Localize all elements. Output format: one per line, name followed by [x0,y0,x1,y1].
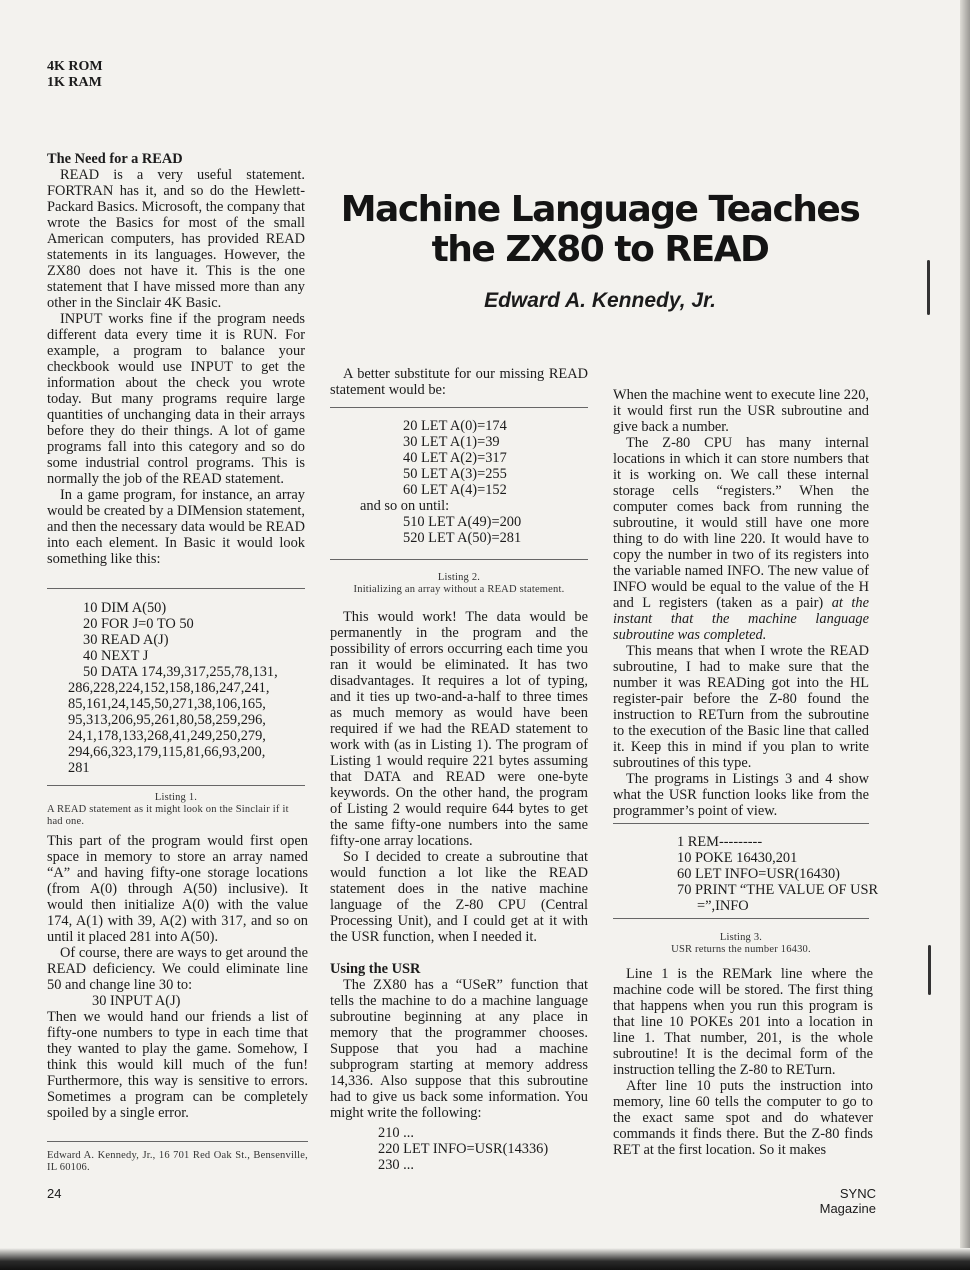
column-3 [613,387,869,819]
paragraph: INPUT works fine if the program needs different data every time it is RUN. For example, a program to balance your checkbook would use INPUT to get the information about the check you wrote today. But many programs require large quantities of unchanging data in their arrays before they do their things. A lot of game programs fall into this category and so do some industrial control programs. This is normally the job of the READ statement. [47,311,305,487]
listing-2-so-on: and so on until: [360,498,450,514]
code-line: 60 LET A(4)=152 [403,482,507,498]
listing-3-caption-title: Listing 3. [719,932,763,943]
listing-3 [613,834,879,914]
paragraph: Of course, there are ways to get around the READ deficiency. We could eliminate line 50 and change line 30 to: [47,945,308,993]
listing-2-caption-title: Listing 2. [437,572,481,583]
listing-1-bottom-rule [47,785,305,786]
code-line: 70 PRINT “THE VALUE OF USR [677,882,879,898]
paragraph: READ is a very useful statement. FORTRAN has it, and so do the Hewlett-Packard Basics. Microsoft, the company that wrote the Basics for most of the small American computers, has provided READ statements in its languages. However, the ZX80 does not have it. This is the one statement that I have missed more than any other in the Sinclair 4K Basic. [47,167,305,311]
scan-mark [927,260,930,315]
code-line: 220 LET INFO=USR(14336) [378,1141,549,1157]
listing-2-top-rule [330,407,588,408]
code-line: 520 LET A(50)=281 [403,530,522,546]
code-line-input: 30 INPUT A(J) [92,993,181,1009]
listing-1-data [47,680,305,776]
column-2-intro [330,366,588,398]
page-edge-shadow [960,0,970,1270]
code-line: 10 POKE 16430,201 [677,850,798,866]
paragraph: After line 10 puts the instruction into memory, line 60 tells the computer to go to the exact same spot and do whatever commands it finds there. But the Z-80 finds RET at the first location. So it makes [613,1078,873,1158]
article-author: Edward A. Kennedy, Jr. [484,289,716,312]
spacer [330,945,588,961]
code-line: 20 FOR J=0 TO 50 [83,616,194,632]
listing-2-lines [330,418,588,498]
code-line: 210 ... [378,1125,414,1141]
section-heading-using-usr: Using the USR [330,961,421,977]
section-heading-need-for-read: The Need for a READ [47,151,183,167]
scan-mark [928,945,931,995]
listing-3-bottom-rule [613,918,869,919]
title-line-2: the ZX80 to READ [431,229,769,270]
code-line: 30 LET A(1)=39 [403,434,500,450]
author-address: Edward A. Kennedy, Jr., 16 701 Red Oak St., Bensenville, IL 60106. [47,1150,308,1173]
paragraph: Line 1 is the REMark line where the machine code will be stored. The first thing that happens when you run this program is that line 10 POKEs 201 into a location in line 1. That number, 201, is the whole subroutine! It is the decimal form of the instruction telling the Z-80 to RETurn. [613,966,873,1078]
paragraph: The ZX80 has a “USeR” function that tells the machine to do a machine language subroutine beginning at any place in memory that the programmer chooses. Suppose that you had a machine subprogram starting at memory address 14,336. Also suppose that this subroutine had to give us back some information. You might write the following: [330,977,588,1121]
page-number: 24 [47,1186,62,1201]
listing-1-lines [47,600,305,680]
code-line: 24,1,178,133,268,41,249,250,279, [68,728,266,744]
listing-1-caption-title: Listing 1. [154,792,198,803]
column-1-continued [47,833,308,1121]
code-line: 30 READ A(J) [83,632,169,648]
column-3-continued [613,966,873,1158]
column-2-body [330,609,588,1173]
emphasis-text: at the instant that the machine language subroutine was completed. [613,595,869,643]
scan-bottom-shadow [0,1248,970,1270]
paragraph-text: The Z-80 CPU has many internal locations in which it can store numbers that it is working on. We call these internal storage cells “registers.” When the computer comes back from running the subroutine, it would still have one more thing to do with line 220. It would have to copy the number in two of its registers into the variable named INFO. The new value of INFO would be equal to the value of the H and L registers (taken as a pair) [613,435,869,611]
usr-snippet [330,1125,588,1173]
code-line: 40 LET A(2)=317 [403,450,507,466]
code-line: 281 [68,760,90,776]
listing-2-caption: Initializing an array without a READ statement. [353,584,565,595]
paragraph: Then we would hand our friends a list of fifty-one numbers to type in each time that they wanted to play the game. Somehow, I think this would kill much of the fun! Furthermore, this way is sensitive to errors. Sometimes a program can be completely spoiled by a single error. [47,1009,308,1121]
paragraph: A better substitute for our missing READ statement would be: [330,366,588,398]
code-line: 510 LET A(49)=200 [403,514,522,530]
paragraph: In a game program, for instance, an array would be created by a DIMension statement, and then the necessary data would be READ into each element. In Basic it would look something like this: [47,487,305,567]
spec-label [47,59,103,91]
code-line: 286,228,224,152,158,186,247,241, [68,680,270,696]
listing-1-top-rule [47,588,305,589]
listing-1-caption: A READ statement as it might look on the Sinclair if it had one. [47,804,289,827]
code-line: 95,313,206,95,261,80,58,259,296, [68,712,266,728]
code-line: 10 DIM A(50) [83,600,167,616]
code-line: =”,INFO [697,898,749,914]
listing-2 [330,418,588,546]
code-line: 50 DATA 174,39,317,255,78,131, [83,664,278,680]
listing-3-caption: USR returns the number 16430. [671,944,811,955]
paragraph: This part of the program would first open space in memory to store an array named “A” and having fifty-one storage locations (from A(0) through A(50) inclusive). It would then initialize A(0) with the value 174, A(1) with 39, A(2) with 317, and so on until it placed 281 into A(50). [47,833,308,945]
listing-1 [47,600,305,776]
paragraph: When the machine went to execute line 220, it would first run the USR subroutine and give back a number. [613,387,869,435]
listing-3-lines [613,834,879,914]
code-line: 294,66,323,179,115,81,66,93,200, [68,744,266,760]
listing-2-bottom-rule [330,559,588,560]
magazine-name: SYNC Magazine [819,1186,876,1216]
paragraph: This means that when I wrote the READ subroutine, I had to make sure that the number it was READing got into the HL register-pair before the Z-80 found the instruction to RETurn from the subroutine to the execution of the Basic line that called it. Keep this in mind if you plan to write subroutines of this type. [613,643,869,771]
listing-2-end-lines [330,514,588,546]
ram-label: 1K RAM [47,75,102,90]
paragraph: So I decided to create a subroutine that would function a lot like the READ statement does in the native machine language of the Z-80 CPU (Central Processing Unit), and I could get at it with the USR function, when I needed it. [330,849,588,945]
article-title [330,190,870,270]
code-line: 50 LET A(3)=255 [403,466,507,482]
paragraph: This would work! The data would be permanently in the program and the possibility of errors occurring each time you ran it would be eliminated. It has two disadvantages. It requires a lot of typing, and it ties up two-and-a-half to three times as much memory as would have been required if we had the READ statement to work with (as in Listing 1). The program of Listing 1 would require 221 bytes assuming that DATA and READ were one-byte keywords. On the other hand, the program of Listing 2 would require 644 bytes to get the same fifty-one numbers into the same fifty-one array locations. [330,609,588,849]
code-line: 60 LET INFO=USR(16430) [677,866,840,882]
listing-3-top-rule [613,823,869,824]
code-line: 85,161,24,145,50,271,38,106,165, [68,696,266,712]
code-line: 20 LET A(0)=174 [403,418,507,434]
title-line-1: Machine Language Teaches [340,189,860,230]
code-line: 40 NEXT J [83,648,149,664]
rom-label: 4K ROM [47,59,103,74]
paragraph: The programs in Listings 3 and 4 show what the USR function looks like from the programmer’s point of view. [613,771,869,819]
address-rule [47,1141,308,1142]
code-line: 1 REM--------- [677,834,763,850]
code-line: 230 ... [378,1157,414,1173]
paragraph [613,435,869,643]
column-1 [47,151,305,567]
